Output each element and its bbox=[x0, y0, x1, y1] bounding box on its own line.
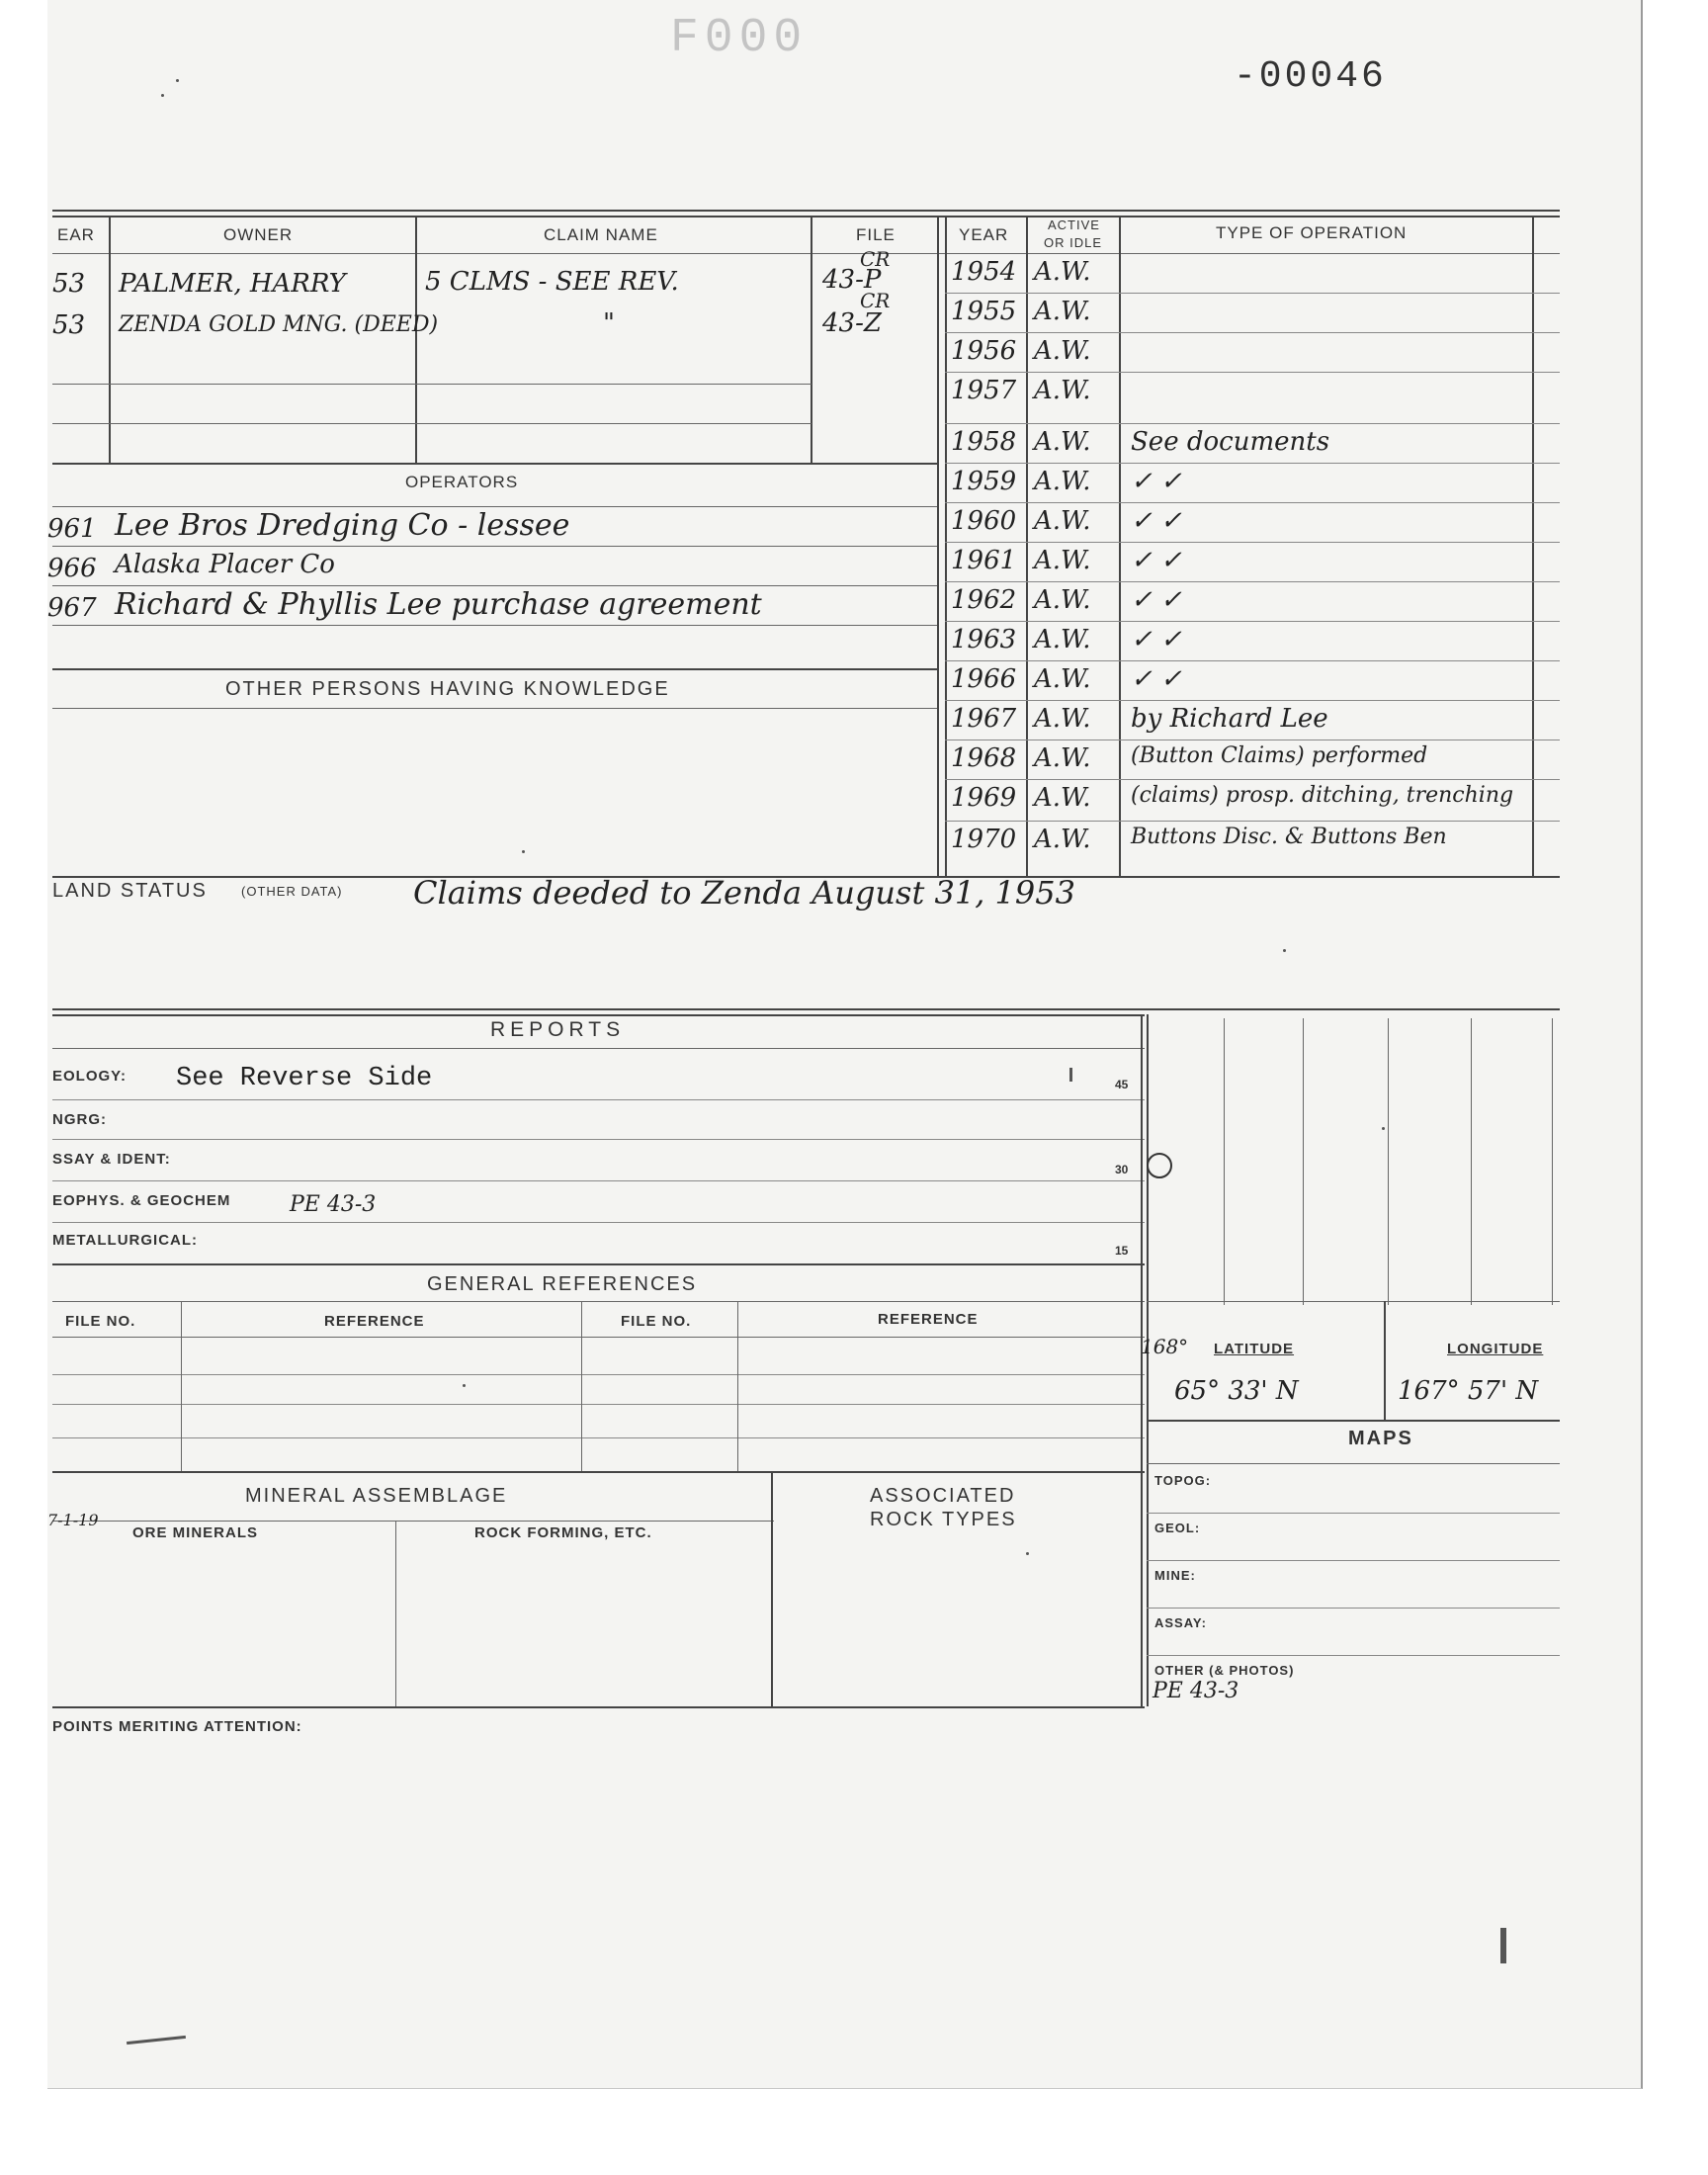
activity-row-year: 1959 bbox=[951, 467, 1017, 496]
operators-title: OPERATORS bbox=[405, 473, 519, 491]
activity-row-status: A.W. bbox=[1034, 257, 1091, 287]
ref-header-file-no-1: FILE NO. bbox=[65, 1313, 136, 1330]
activity-row-year: 1958 bbox=[951, 427, 1017, 457]
activity-row-type: ✓ ✓ bbox=[1131, 467, 1182, 496]
rock-forming-label: ROCK FORMING, ETC. bbox=[474, 1524, 652, 1541]
claim-row-2-file: 43-Z bbox=[822, 308, 882, 338]
report-geology-label: EOLOGY: bbox=[52, 1068, 128, 1085]
activity-row-status: A.W. bbox=[1034, 336, 1091, 366]
land-status-label-small: (OTHER DATA) bbox=[241, 884, 343, 899]
report-engineering-label: NGRG: bbox=[52, 1111, 107, 1128]
maps-topog-label: TOPOG: bbox=[1154, 1473, 1212, 1488]
activity-row-year: 1966 bbox=[951, 664, 1017, 694]
ref-header-file-no-2: FILE NO. bbox=[621, 1313, 692, 1330]
activity-row-status: A.W. bbox=[1034, 743, 1091, 773]
activity-row-status: A.W. bbox=[1034, 585, 1091, 615]
header-year: EAR bbox=[57, 225, 95, 244]
claim-row-1-file-prefix: CR bbox=[860, 247, 891, 271]
activity-row-type: by Richard Lee bbox=[1131, 704, 1328, 734]
activity-row-status: A.W. bbox=[1034, 467, 1091, 496]
longitude-value: 167° 57' N bbox=[1398, 1376, 1539, 1406]
activity-row-type: (claims) prosp. ditching, trenching bbox=[1131, 783, 1514, 808]
activity-row-year: 1961 bbox=[951, 546, 1017, 575]
report-geophys-label: EOPHYS. & GEOCHEM bbox=[52, 1192, 231, 1209]
activity-row-year: 1954 bbox=[951, 257, 1017, 287]
circle-mark-icon bbox=[1147, 1153, 1172, 1178]
scale-15: 15 bbox=[1115, 1244, 1129, 1258]
mineral-assemblage-title: MINERAL ASSEMBLAGE bbox=[245, 1485, 508, 1507]
header-file: FILE bbox=[856, 225, 896, 244]
activity-row-status: A.W. bbox=[1034, 427, 1091, 457]
mineral-margin-note: 7-1-19 bbox=[47, 1511, 99, 1529]
activity-row-status: A.W. bbox=[1034, 783, 1091, 813]
activity-row-status: A.W. bbox=[1034, 825, 1091, 854]
activity-row-year: 1967 bbox=[951, 704, 1017, 734]
claim-row-2-year: 53 bbox=[52, 310, 86, 340]
latitude-label: LATITUDE bbox=[1214, 1341, 1295, 1357]
scribble-mark bbox=[127, 2036, 186, 2044]
activity-row-type: ✓ ✓ bbox=[1131, 664, 1182, 694]
land-status-label: LAND STATUS bbox=[52, 880, 208, 902]
claim-row-1-owner: PALMER, HARRY bbox=[119, 269, 346, 299]
operator-1-year: 961 bbox=[47, 514, 97, 544]
reports-title: REPORTS bbox=[490, 1018, 626, 1041]
activity-row-year: 1957 bbox=[951, 376, 1017, 405]
header-owner: OWNER bbox=[223, 225, 294, 244]
activity-row-status: A.W. bbox=[1034, 664, 1091, 694]
report-metallurgical-label: METALLURGICAL: bbox=[52, 1232, 199, 1249]
latitude-value: 65° 33' N bbox=[1174, 1376, 1299, 1406]
ref-header-reference-2: REFERENCE bbox=[878, 1311, 979, 1328]
activity-row-status: A.W. bbox=[1034, 704, 1091, 734]
header-active: ACTIVE bbox=[1048, 218, 1100, 232]
activity-row-type: See documents bbox=[1131, 427, 1330, 457]
claim-row-2-file-prefix: CR bbox=[860, 289, 891, 312]
activity-row-type: ✓ ✓ bbox=[1131, 625, 1182, 654]
activity-row-type: Buttons Disc. & Buttons Ben bbox=[1131, 825, 1447, 849]
activity-row-year: 1955 bbox=[951, 297, 1017, 326]
claim-row-2-claim-name: " bbox=[603, 308, 615, 338]
report-assay-label: SSAY & IDENT: bbox=[52, 1151, 171, 1168]
scale-45: 45 bbox=[1115, 1078, 1129, 1091]
operator-3-name: Richard & Phyllis Lee purchase agreement bbox=[115, 587, 762, 622]
activity-row-year: 1956 bbox=[951, 336, 1017, 366]
activity-row-status: A.W. bbox=[1034, 625, 1091, 654]
maps-mine-label: MINE: bbox=[1154, 1568, 1196, 1583]
activity-row-type: ✓ ✓ bbox=[1131, 585, 1182, 615]
operator-3-year: 967 bbox=[47, 593, 97, 623]
activity-row-status: A.W. bbox=[1034, 297, 1091, 326]
activity-row-year: 1968 bbox=[951, 743, 1017, 773]
activity-row-status: A.W. bbox=[1034, 546, 1091, 575]
location-prefix: 168° bbox=[1141, 1335, 1189, 1358]
associated-rock-types-line2: ROCK TYPES bbox=[870, 1509, 1017, 1530]
activity-row-year: 1963 bbox=[951, 625, 1017, 654]
activity-row-status: A.W. bbox=[1034, 506, 1091, 536]
activity-row-year: 1970 bbox=[951, 825, 1017, 854]
activity-row-type: ✓ ✓ bbox=[1131, 546, 1182, 575]
ref-header-reference-1: REFERENCE bbox=[324, 1313, 425, 1330]
operator-2-year: 966 bbox=[47, 554, 97, 583]
claim-row-1-file: 43-P bbox=[822, 265, 882, 295]
longitude-label: LONGITUDE bbox=[1447, 1341, 1544, 1357]
document-number: -00046 bbox=[1234, 55, 1387, 98]
associated-rock-types-line1: ASSOCIATED bbox=[870, 1485, 1016, 1507]
header-claim-name: CLAIM NAME bbox=[544, 225, 658, 244]
claim-row-1-claim-name: 5 CLMS - SEE REV. bbox=[425, 267, 679, 297]
header-type-of-operation: TYPE OF OPERATION bbox=[1216, 223, 1408, 242]
maps-title: MAPS bbox=[1348, 1428, 1413, 1449]
report-geology-value: See Reverse Side bbox=[176, 1064, 433, 1093]
activity-row-year: 1969 bbox=[951, 783, 1017, 813]
activity-row-year: 1962 bbox=[951, 585, 1017, 615]
ore-minerals-label: ORE MINERALS bbox=[132, 1524, 259, 1541]
points-meriting-attention-label: POINTS MERITING ATTENTION: bbox=[52, 1718, 302, 1735]
land-status-value: Claims deeded to Zenda August 31, 1953 bbox=[413, 874, 1075, 912]
operator-2-name: Alaska Placer Co bbox=[115, 550, 335, 579]
maps-assay-label: ASSAY: bbox=[1154, 1615, 1207, 1630]
claim-row-1-year: 53 bbox=[52, 269, 86, 299]
report-geophys-value: PE 43-3 bbox=[290, 1192, 377, 1217]
header-or-idle: OR IDLE bbox=[1044, 235, 1103, 250]
claim-row-2-owner: ZENDA GOLD MNG. (DEED) bbox=[119, 312, 439, 337]
activity-row-year: 1960 bbox=[951, 506, 1017, 536]
record-sheet bbox=[47, 0, 1643, 2089]
activity-row-type: (Button Claims) performed bbox=[1131, 743, 1428, 768]
maps-other-value: PE 43-3 bbox=[1153, 1679, 1239, 1703]
header-activity-year: YEAR bbox=[959, 225, 1009, 244]
activity-row-type: ✓ ✓ bbox=[1131, 506, 1182, 536]
other-persons-title: OTHER PERSONS HAVING KNOWLEDGE bbox=[225, 678, 670, 700]
activity-row-status: A.W. bbox=[1034, 376, 1091, 405]
maps-geol-label: GEOL: bbox=[1154, 1521, 1201, 1535]
operator-1-name: Lee Bros Dredging Co - lessee bbox=[115, 508, 570, 543]
general-references-title: GENERAL REFERENCES bbox=[427, 1273, 698, 1295]
maps-other-label: OTHER (& PHOTOS) bbox=[1154, 1663, 1295, 1678]
faded-stamp: F000 bbox=[670, 12, 809, 65]
scale-30: 30 bbox=[1115, 1163, 1129, 1176]
